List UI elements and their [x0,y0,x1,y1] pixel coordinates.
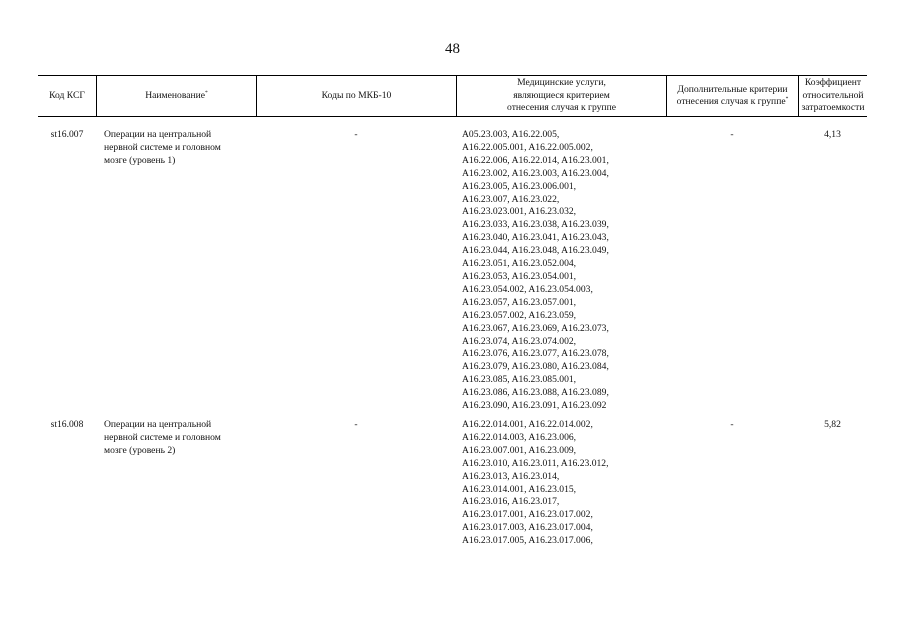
row-services: A05.23.003, A16.22.005, A16.22.005.001, A16.22.005.002, A16.22.006, A16.22.014, A16.23.001, A16.23.002, A16.23.003, A16.23.004, A16.23.005, A16.23.006.001, A16.23.007, A16.23.022, A16.23.023.001, A16.23.032, A16.23.033, A16.23.038, A16.23.039, A16.23.040, A16.23.041, A16.23.043, A16.23.044, A16.23.048, A16.23.049, A16.23.051, A16.23.052.004, A16.23.053, A16.23.054.001, A16.23.054.002, A16.23.054.003, A16.23.057, A16.23.057.001, A16.23.057.002, A16.23.059, A16.23.067, A16.23.069, A16.23.073, A16.23.074, A16.23.074.002, A16.23.076, A16.23.077, A16.23.078, A16.23.079, A16.23.080, A16.23.084, A16.23.085, A16.23.085.001, A16.23.086, A16.23.088, A16.23.089, A16.23.090, A16.23.091, A16.23.092 [462,129,609,412]
table-row [38,419,867,548]
row-code: st16.008 [50,419,84,430]
header-services [456,76,666,116]
row-name: Операции на центральной нервной системе и головном мозге (уровень 1) [104,129,221,166]
row-criteria: - [730,129,734,140]
header-code-label: Код КСГ [49,89,85,101]
row-name: Операции на центральной нервной системе и головном мозге (уровень 2) [104,419,221,456]
row-mkb: - [354,419,358,430]
header-name [96,76,256,116]
header-mkb [256,76,456,116]
header-name-label: Наименование* [145,89,208,101]
header-coef-label: Коэффициент относительной затратоемкости [801,77,865,114]
row-mkb: - [354,129,358,140]
page-number: 48 [445,41,460,57]
header-criteria [666,76,798,116]
table-header [38,75,867,117]
row-coef: 5,82 [824,419,841,430]
row-code: st16.007 [50,129,84,140]
table-row [38,129,867,413]
header-criteria-label: Дополнительные критерии отнесения случая к группе* [676,83,789,107]
row-services: A16.22.014.001, A16.22.014.002, A16.22.014.003, A16.23.006, A16.23.007.001, A16.23.009, A16.23.010, A16.23.011, A16.23.012, A16.23.013, A16.23.014, A16.23.014.001, A16.23.015, A16.23.016, A16.23.017, A16.23.017.001, A16.23.017.002, A16.23.017.003, A16.23.017.004, A16.23.017.005, A16.23.017.006, [462,419,609,547]
header-code [38,76,96,116]
row-coef: 4,13 [824,129,841,140]
row-criteria: - [730,419,734,430]
header-coef [798,76,867,116]
header-services-label: Медицинские услуги, являющиеся критерием отнесения случая к группе [507,77,616,114]
header-mkb-label: Коды по МКБ-10 [321,89,392,101]
